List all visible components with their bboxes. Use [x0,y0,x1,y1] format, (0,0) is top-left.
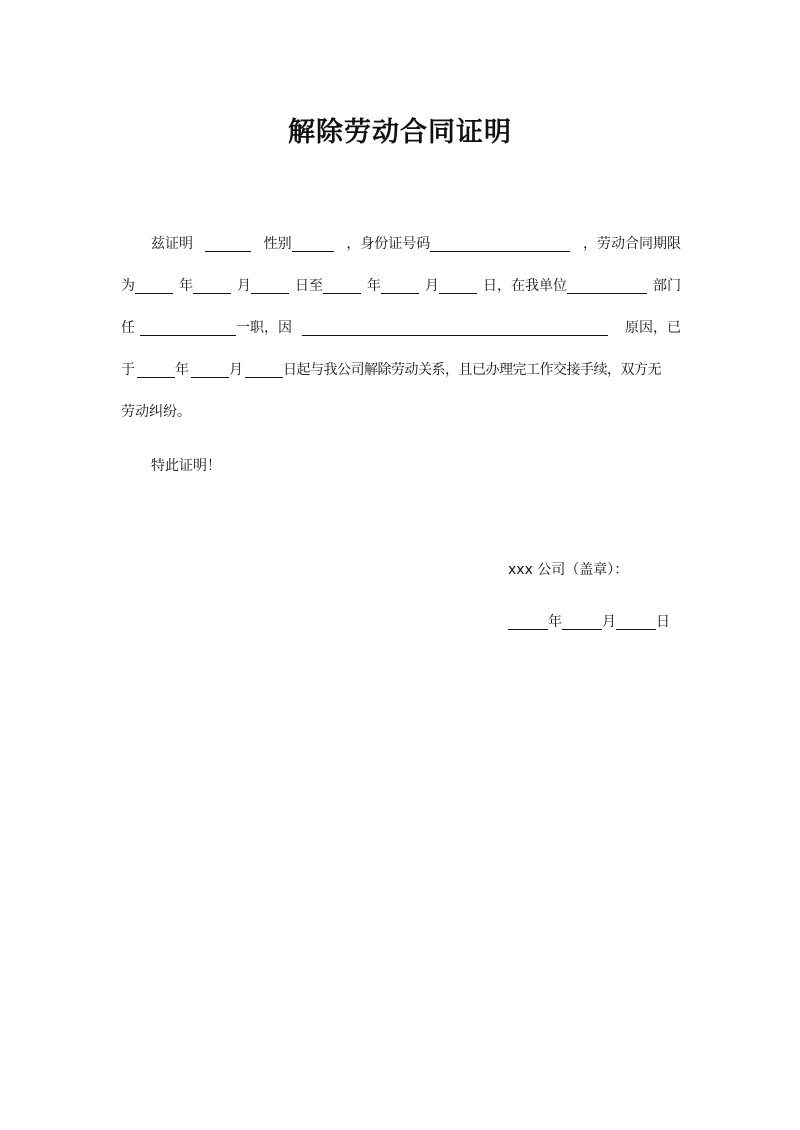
blank-end-day[interactable] [439,278,477,294]
paragraph-line-1 [121,232,681,256]
document-title: 解除劳动合同证明 [288,117,512,148]
signature-date-line [508,610,688,634]
paragraph-line-4 [121,358,681,382]
blank-end-year[interactable] [323,278,361,294]
text-id-number: ，身份证号码 [346,236,431,252]
text-sign-day: 日 [656,614,670,630]
text-year-3: 年 [175,362,189,378]
company-seal-line [508,558,688,582]
blank-end-month[interactable] [381,278,419,294]
blank-release-day[interactable] [245,362,283,378]
text-gender: 性别 [263,236,292,252]
text-reason-already: 原因，已 [625,320,681,336]
text-in-unit: 日，在我单位 [483,278,567,294]
paragraph-closing [121,454,681,478]
paragraph-line-5 [121,400,681,424]
text-year-2: 年 [367,278,381,294]
text-for: 为 [121,278,135,294]
text-year-1: 年 [179,278,193,294]
blank-department[interactable] [567,278,647,294]
text-company-seal: xxx 公司（盖章）： [508,562,629,578]
text-contract-term: ，劳动合同期限 [582,236,681,252]
text-month-1: 月 [237,278,251,294]
blank-sign-month[interactable] [562,614,602,630]
blank-release-year[interactable] [137,362,175,378]
text-sign-month: 月 [602,614,616,630]
blank-gender[interactable] [292,236,334,252]
text-department: 部门 [653,278,681,294]
text-sign-year: 年 [548,614,562,630]
blank-reason[interactable] [302,320,608,336]
blank-release-month[interactable] [191,362,229,378]
blank-name[interactable] [205,236,251,252]
text-certify: 兹证明 [151,236,193,252]
blank-start-day[interactable] [251,278,289,294]
blank-id-number[interactable] [430,236,570,252]
text-no-dispute: 劳动纠纷。 [121,404,191,420]
text-day-to: 日至 [295,278,323,294]
blank-start-year[interactable] [135,278,173,294]
text-month-2: 月 [425,278,439,294]
blank-sign-day[interactable] [616,614,656,630]
blank-start-month[interactable] [193,278,231,294]
text-release-statement: 日起与我公司解除劳动关系，且已办理完工作交接手续，双方无 [283,362,661,378]
text-on: 于 [121,362,135,378]
text-month-3: 月 [229,362,243,378]
blank-sign-year[interactable] [508,614,548,630]
blank-position[interactable] [140,320,236,336]
paragraph-line-2 [121,274,681,298]
text-hereby-certify: 特此证明！ [151,458,221,474]
paragraph-line-3 [121,316,681,340]
text-position-because: 一职，因 [236,320,292,336]
text-serve: 任 [121,320,135,336]
